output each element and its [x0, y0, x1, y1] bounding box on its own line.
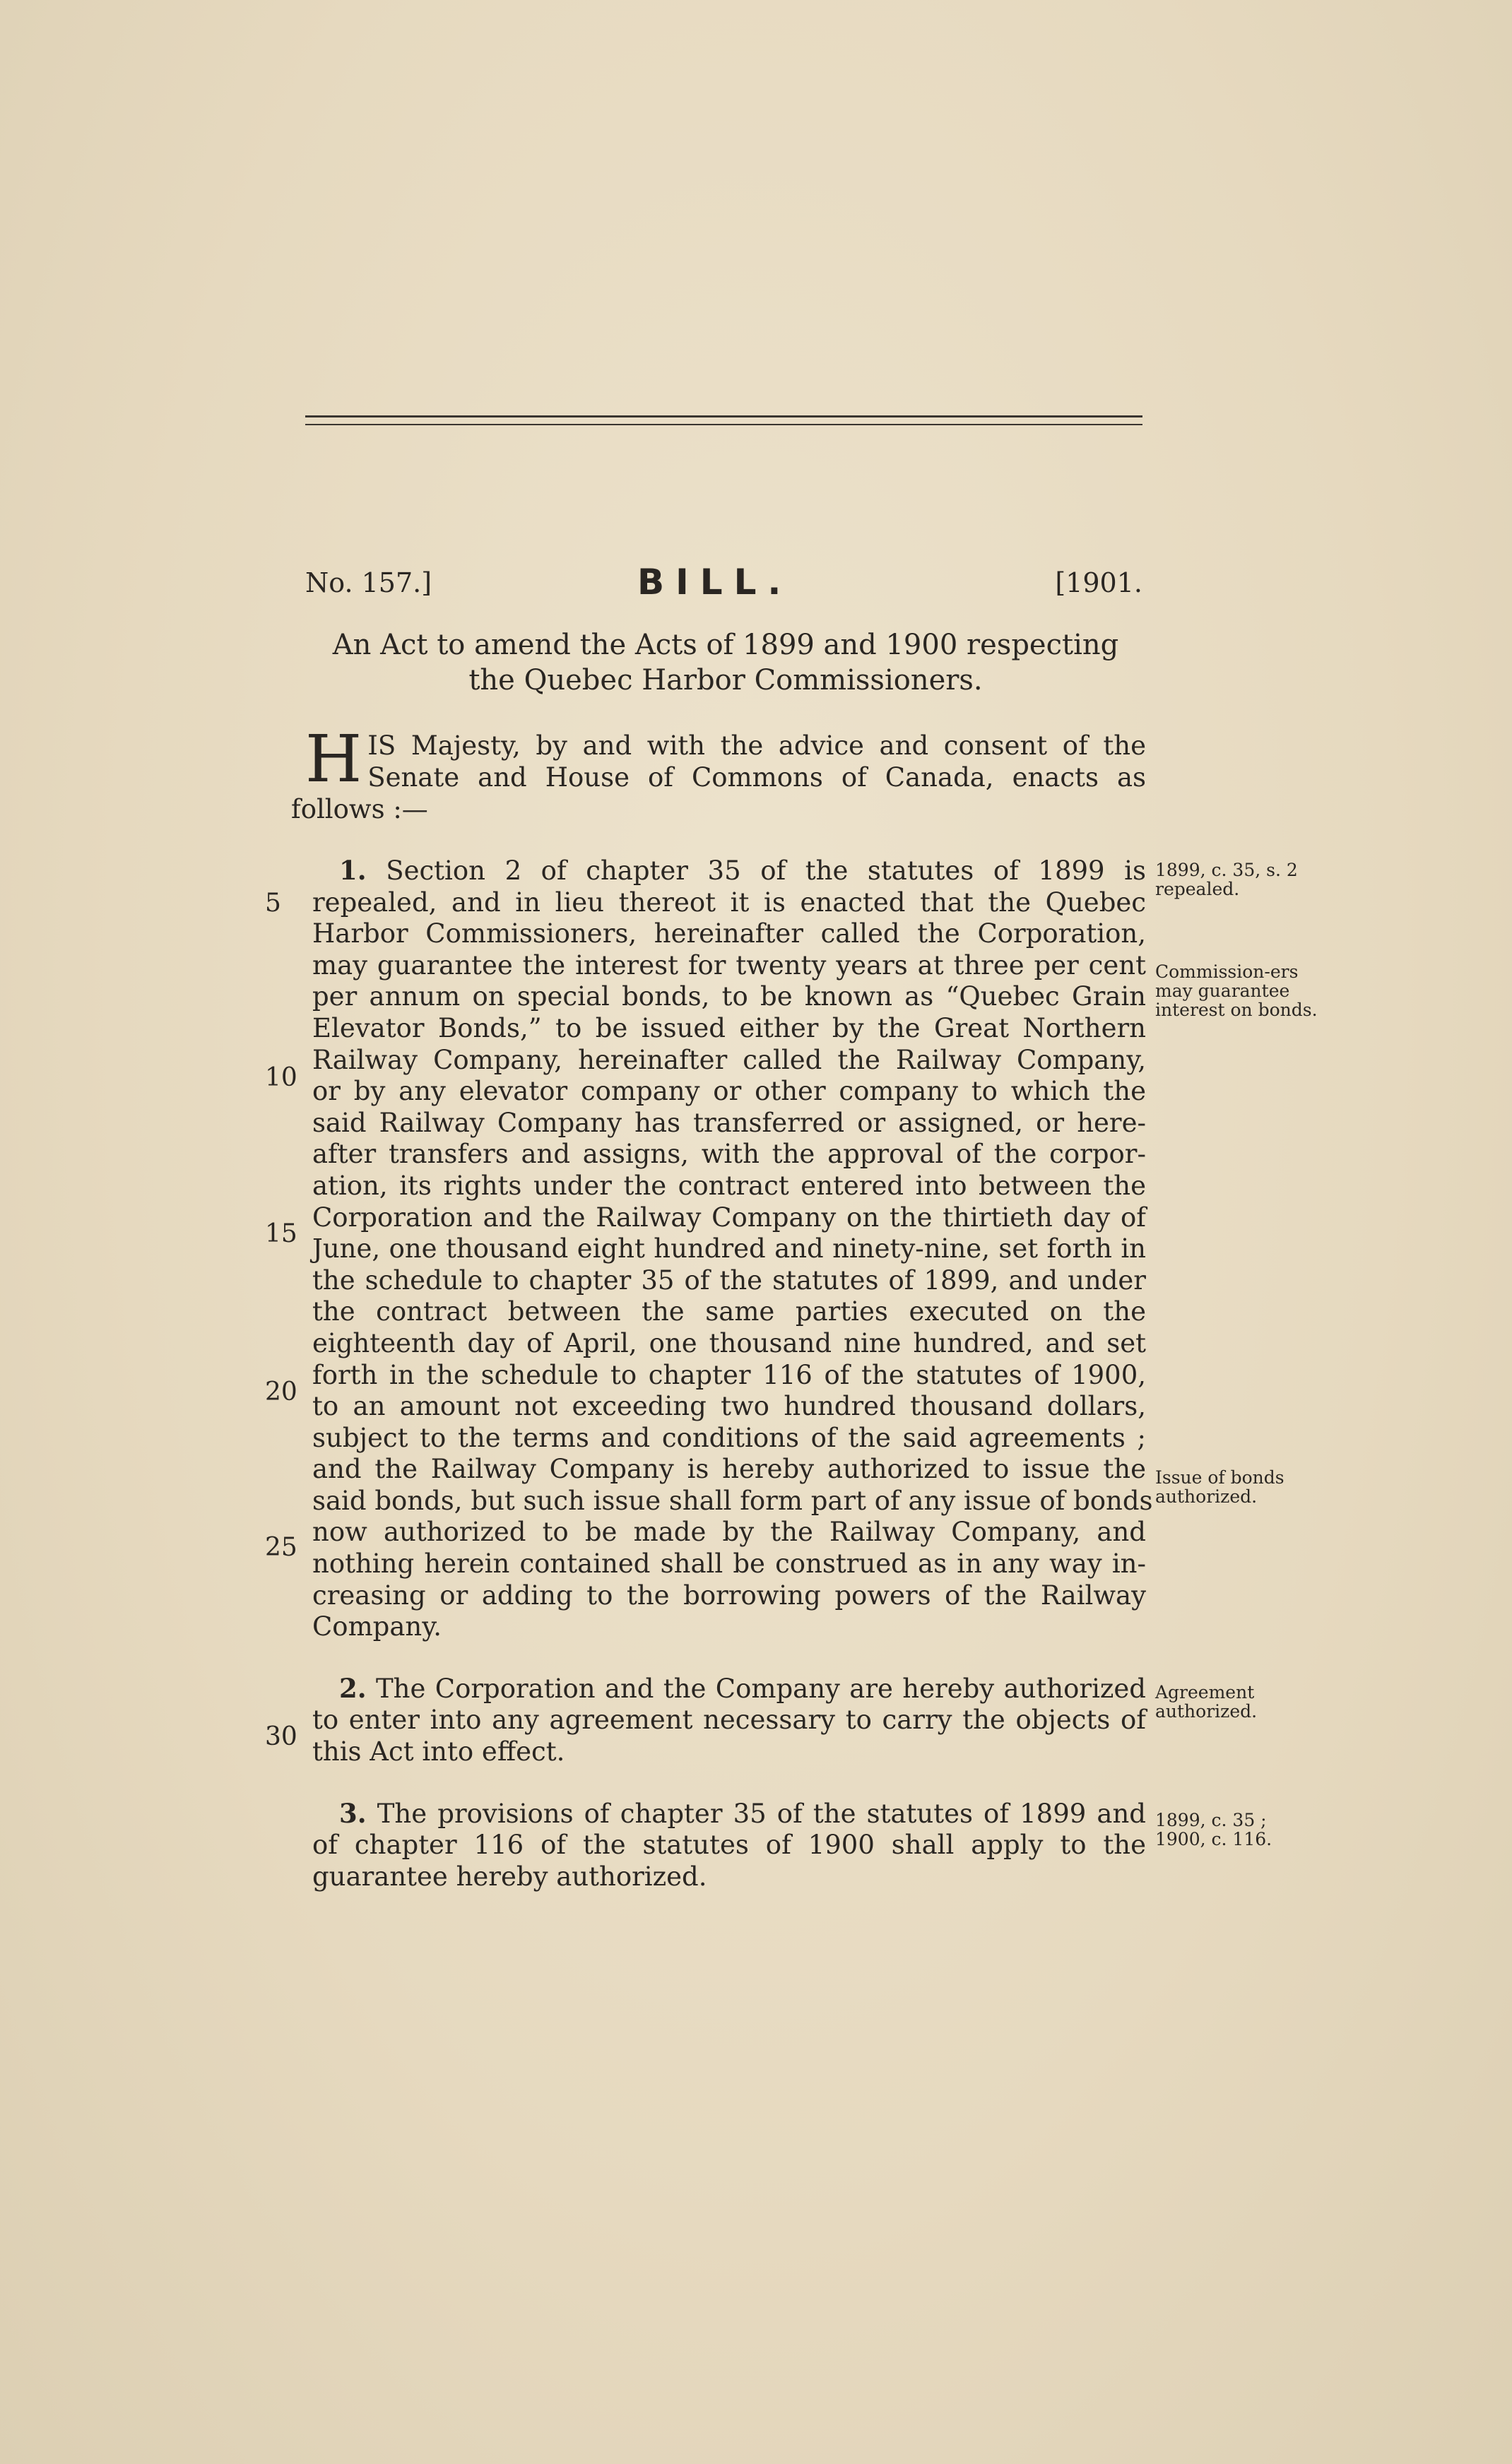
section-line: to enter into any agreement necessary to carry the objects of	[312, 1705, 1146, 1736]
line-number: 30	[265, 1722, 297, 1751]
section-line: ation, its rights under the contract entered into between the	[312, 1170, 1146, 1201]
section-line: 3. The provisions of chapter 35 of the statutes of 1899 and	[339, 1797, 1146, 1829]
section-number: 2.	[339, 1672, 367, 1704]
section-line: this Act into effect.	[312, 1736, 565, 1767]
section-3	[312, 1798, 1146, 1893]
section-line: Company.	[312, 1611, 442, 1642]
section-line: now authorized to be made by the Railway Company, and	[312, 1517, 1146, 1548]
section-line: and the Railway Company is hereby authorized to issue the	[312, 1454, 1146, 1485]
section-line: may guarantee the interest for twenty years at three per cent	[312, 949, 1146, 981]
section-line: subject to the terms and conditions of the said agreements ;	[312, 1422, 1146, 1453]
section-line: the schedule to chapter 35 of the statutes of 1899, and under	[312, 1264, 1146, 1296]
section-line: said Railway Company has transferred or assigned, or here-	[312, 1107, 1146, 1138]
section-number: 3.	[339, 1797, 367, 1829]
section-line: the contract between the same parties executed on the	[312, 1296, 1146, 1327]
line-number: 10	[265, 1063, 297, 1092]
act-title-line: the Quebec Harbor Commissioners.	[468, 664, 983, 697]
section-line: guarantee hereby authorized.	[312, 1861, 707, 1892]
section-line: to an amount not exceeding two hundred thousand dollars,	[312, 1391, 1146, 1422]
section-line: nothing herein contained shall be construed as in any way in-	[312, 1548, 1146, 1580]
bill-year: [1901.	[1055, 567, 1142, 598]
margin-note: 1899, c. 35, s. 2 repealed.	[1155, 860, 1298, 899]
line-number: 15	[265, 1219, 297, 1248]
section-line: repealed, and in lieu thereot it is enacted that the Quebec	[312, 887, 1146, 918]
margin-note: Issue of bonds authorized.	[1155, 1467, 1284, 1507]
section-line: said bonds, but such issue shall form part of any issue of bonds	[312, 1485, 1153, 1516]
drop-cap: H	[305, 721, 362, 797]
section-line: eighteenth day of April, one thousand nine hundred, and set	[312, 1327, 1146, 1358]
section-line: after transfers and assigns, with the approval of the corpor-	[312, 1139, 1146, 1170]
preamble-line: Senate and House of Commons of Canada, enacts as	[367, 762, 1146, 793]
section-line: creasing or adding to the borrowing powers of the Railway	[312, 1580, 1146, 1611]
section-line: Corporation and the Railway Company on the thirtieth day of	[312, 1202, 1146, 1233]
section-line: forth in the schedule to chapter 116 of the statutes of 1900,	[312, 1359, 1146, 1390]
bill-header	[305, 562, 1142, 604]
section-line: June, one thousand eight hundred and ninety-nine, set forth in	[312, 1233, 1146, 1264]
section-1	[312, 855, 1153, 1643]
section-line: 2. The Corporation and the Company are hereby authorized	[339, 1672, 1146, 1704]
preamble-line: IS Majesty, by and with the advice and consent of the	[367, 730, 1146, 761]
section-line: 1. Section 2 of chapter 35 of the statutes of 1899 is	[339, 855, 1146, 886]
preamble	[291, 721, 1146, 825]
section-line: per annum on special bonds, to be known as “Quebec Grain	[312, 981, 1146, 1012]
act-title-line: An Act to amend the Acts of 1899 and 1900 respecting	[332, 629, 1119, 661]
section-2	[312, 1673, 1146, 1768]
bill-number: No. 157.]	[305, 567, 432, 598]
section-line: or by any elevator company or other company to which the	[312, 1076, 1146, 1107]
line-number: 20	[265, 1378, 297, 1406]
margin-note: 1899, c. 35 ; 1900, c. 116.	[1155, 1810, 1272, 1849]
section-line: Elevator Bonds,” to be issued either by the Great Northern	[312, 1012, 1146, 1043]
header-rule	[305, 415, 1142, 417]
bill-body	[312, 855, 1153, 1922]
bill-title: BILL.	[637, 562, 793, 603]
section-line: Harbor Commissioners, hereinafter called the Corporation,	[312, 918, 1146, 949]
act-title	[305, 627, 1146, 698]
margin-note: Commission-ers may guarantee interest on bonds.	[1155, 961, 1318, 1020]
section-number: 1.	[339, 855, 367, 886]
line-number: 5	[265, 889, 281, 918]
section-line: of chapter 116 of the statutes of 1900 shall apply to the	[312, 1830, 1146, 1861]
line-number: 25	[265, 1533, 297, 1562]
preamble-line: follows :—	[291, 794, 428, 824]
section-line: Railway Company, hereinafter called the Railway Company,	[312, 1044, 1146, 1075]
header-rule-thin	[305, 424, 1142, 425]
margin-note: Agreement authorized.	[1155, 1682, 1258, 1722]
